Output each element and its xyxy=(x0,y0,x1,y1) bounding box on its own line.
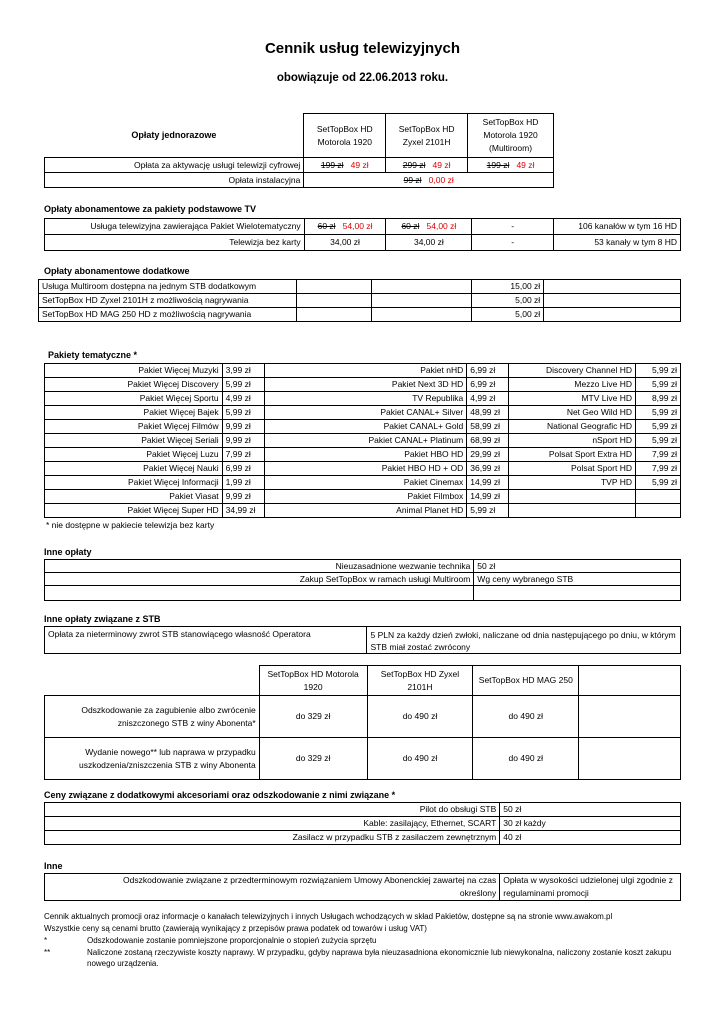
value-cell: 30 zł każdy xyxy=(500,817,681,831)
package-price: 7,99 zł xyxy=(636,462,681,476)
one-time-label: Opłaty jednorazowe xyxy=(131,129,217,140)
thematic-row xyxy=(45,504,681,518)
new-price: 54,00 zł xyxy=(426,221,457,231)
row-name: Odszkodowanie za zagubienie albo zwrócenie zniszczonego STB z winy Abonenta* xyxy=(45,696,260,738)
stb-damage-table xyxy=(44,665,681,780)
new-price: 49 zł xyxy=(432,159,451,170)
page-subtitle: obowiązuje od 22.06.2013 roku. xyxy=(276,72,449,84)
footnote-mark: ** xyxy=(44,948,51,957)
package-price: 14,99 zł xyxy=(467,476,509,490)
price-cell: do 490 zł xyxy=(473,696,579,738)
price-cell: 5,00 zł xyxy=(472,294,544,308)
section-title: Inne xyxy=(44,861,63,871)
basic-subscriptions-table xyxy=(44,218,681,251)
package-price: 5,99 zł xyxy=(636,364,681,378)
row-name: Nieuzasadnione wezwanie technika xyxy=(45,560,474,573)
value-cell: 50 zł xyxy=(500,803,681,817)
section-title: Inne opłaty xyxy=(44,547,92,557)
price-cell xyxy=(304,219,386,235)
page-title: Cennik usług telewizyjnych xyxy=(264,40,461,57)
package-name: Mezzo Live HD xyxy=(509,378,636,392)
row-name: Kable: zasilający, Ethernet, SCART xyxy=(45,817,500,831)
thematic-row xyxy=(45,490,681,504)
thematic-row xyxy=(45,462,681,476)
extra-subscriptions-table xyxy=(38,279,681,322)
section-title: Pakiety tematyczne * xyxy=(48,350,138,360)
package-name: Pakiet Więcej Luzu xyxy=(45,448,223,462)
package-name: Net Geo Wild HD xyxy=(509,406,636,420)
thematic-row xyxy=(45,476,681,490)
row-name: Opłata za aktywację usługi telewizji cyfrowej xyxy=(45,158,304,173)
row-name: Usługa Multiroom dostępna na jednym STB dodatkowym xyxy=(39,280,297,294)
package-name: Pakiet Więcej Nauki xyxy=(45,462,223,476)
col-header: SetTopBox HD Motorola 1920 xyxy=(259,666,367,696)
new-price: 49 zł xyxy=(350,159,369,170)
package-price: 5,99 zł xyxy=(636,378,681,392)
package-price: 36,99 zł xyxy=(467,462,509,476)
thematic-row xyxy=(45,448,681,462)
col-header: SetTopBox HD Motorola 1920 xyxy=(304,114,386,158)
package-price: 9,99 zł xyxy=(222,420,264,434)
channels-cell: 53 kanały w tym 8 HD xyxy=(554,235,681,251)
package-name: Animal Planet HD xyxy=(264,504,467,518)
package-name: Pakiet Więcej Seriali xyxy=(45,434,223,448)
section-title: Opłaty abonamentowe za pakiety podstawowe TV xyxy=(44,204,257,214)
old-price: 60 zł xyxy=(317,221,336,231)
package-price: 5,99 zł xyxy=(222,406,264,420)
old-price: 299 zł xyxy=(402,159,426,170)
package-price xyxy=(636,490,681,504)
row-name: SetTopBox HD Zyxel 2101H z możliwością nagrywania xyxy=(39,294,297,308)
package-name xyxy=(509,490,636,504)
package-price: 4,99 zł xyxy=(222,392,264,406)
package-price: 5,99 zł xyxy=(636,476,681,490)
package-name: Pakiet Więcej Informacji xyxy=(45,476,223,490)
price-cell: 15,00 zł xyxy=(472,280,544,294)
row-name: Zakup SetTopBox w ramach usługi Multiroom xyxy=(45,573,474,586)
col-header: SetTopBox HD Motorola 1920 (Multiroom) xyxy=(468,114,554,158)
package-price: 5,99 zł xyxy=(222,378,264,392)
package-price: 6,99 zł xyxy=(467,378,509,392)
thematic-row xyxy=(45,434,681,448)
package-price: 7,99 zł xyxy=(636,448,681,462)
package-price: 5,99 zł xyxy=(636,434,681,448)
row-name: Telewizja bez karty xyxy=(45,235,305,251)
old-price: 99 zł xyxy=(403,174,422,185)
package-name: TVP HD xyxy=(509,476,636,490)
package-name: Discovery Channel HD xyxy=(509,364,636,378)
package-name: Pakiet HBO HD + OD xyxy=(264,462,467,476)
price-cell: 5,00 zł xyxy=(472,308,544,322)
package-name: Pakiet CANAL+ Platinum xyxy=(264,434,467,448)
other-fees-table xyxy=(44,559,681,601)
package-name xyxy=(509,504,636,518)
package-price: 5,99 zł xyxy=(467,504,509,518)
package-name: Pakiet CANAL+ Silver xyxy=(264,406,467,420)
package-name: Pakiet Filmbox xyxy=(264,490,467,504)
row-name: Pilot do obsługi STB xyxy=(45,803,500,817)
row-name: Odszkodowanie związane z przedterminowym rozwiązaniem Umowy Abonenckiej zawartej na czas określony xyxy=(45,874,500,901)
new-price: 0,00 zł xyxy=(428,174,454,185)
package-price: 7,99 zł xyxy=(222,448,264,462)
price-cell: do 490 zł xyxy=(367,696,473,738)
row-name: Zasilacz w przypadku STB z zasilaczem zewnętrznym xyxy=(45,831,500,845)
row-name: Opłata instalacyjna xyxy=(45,173,304,188)
package-name: Pakiet nHD xyxy=(264,364,467,378)
section-title: Opłaty abonamentowe dodatkowe xyxy=(44,266,190,276)
footer-line: Cennik aktualnych promocji oraz informacje o kanałach telewizyjnych i innych Usługach wchodzących w skład Pakietów, dostępne są na stronie www.awakom.pl xyxy=(44,912,613,921)
accessories-table xyxy=(44,802,681,845)
price-cell xyxy=(386,219,472,235)
col-header: SetTopBox HD MAG 250 xyxy=(473,666,579,696)
section-title: Ceny związane z dodatkowymi akcesoriami oraz odszkodowanie z nimi związane * xyxy=(44,790,396,800)
package-name: TV Republika xyxy=(264,392,467,406)
thematic-note: * nie dostępne w pakiecie telewizja bez karty xyxy=(46,520,215,530)
value-cell: Wg ceny wybranego STB xyxy=(474,573,681,586)
package-name: Pakiet Więcej Filmów xyxy=(45,420,223,434)
package-price: 6,99 zł xyxy=(222,462,264,476)
package-price: 29,99 zł xyxy=(467,448,509,462)
package-price: 14,99 zł xyxy=(467,490,509,504)
package-name: Pakiet Next 3D HD xyxy=(264,378,467,392)
thematic-row xyxy=(45,378,681,392)
package-price: 4,99 zł xyxy=(467,392,509,406)
package-name: Pakiet Więcej Bajek xyxy=(45,406,223,420)
package-name: National Geografic HD xyxy=(509,420,636,434)
thematic-row xyxy=(45,406,681,420)
section-title: Inne opłaty związane z STB xyxy=(44,614,161,624)
price-cell: - xyxy=(472,219,554,235)
price-cell xyxy=(386,158,468,173)
price-cell: do 490 zł xyxy=(367,738,473,780)
price-cell xyxy=(304,158,386,173)
package-name: Polsat Sport Extra HD xyxy=(509,448,636,462)
package-price: 8,99 zł xyxy=(636,392,681,406)
thematic-row xyxy=(45,420,681,434)
one-time-fees-table xyxy=(44,113,554,188)
footer-line: Wszystkie ceny są cenami brutto (zawierają wynikający z przepisów prawa podatek od towarów i usług VAT) xyxy=(44,924,427,933)
new-price: 49 zł xyxy=(516,159,535,170)
footnote-text: Naliczone zostaną rzeczywiste koszty naprawy. W przypadku, gdyby naprawa była nieuzasadniona ekonomicznie lub niewykonalna, naliczony zostanie koszt zakupu nowego urządzenia. xyxy=(87,948,672,968)
thematic-row xyxy=(45,392,681,406)
package-price: 5,99 zł xyxy=(636,406,681,420)
package-name: Polsat Sport HD xyxy=(509,462,636,476)
package-price: 9,99 zł xyxy=(222,434,264,448)
price-cell: 34,00 zł xyxy=(304,235,386,251)
package-price: 5,99 zł xyxy=(636,420,681,434)
old-price: 199 zł xyxy=(320,159,344,170)
value-cell: Opłata w wysokości udzielonej ulgi zgodnie z regulaminami promocji xyxy=(500,874,681,901)
row-name: SetTopBox HD MAG 250 HD z możliwością nagrywania xyxy=(39,308,297,322)
price-cell xyxy=(468,158,554,173)
package-name: Pakiet CANAL+ Gold xyxy=(264,420,467,434)
package-name: Pakiet Więcej Super HD xyxy=(45,504,223,518)
package-name: nSport HD xyxy=(509,434,636,448)
package-price: 1,99 zł xyxy=(222,476,264,490)
footnote-mark: * xyxy=(44,936,48,945)
stb-late-return-table xyxy=(44,626,681,654)
price-cell: 34,00 zł xyxy=(386,235,472,251)
package-name: Pakiet Więcej Discovery xyxy=(45,378,223,392)
price-cell: do 329 zł xyxy=(259,738,367,780)
package-price: 58,99 zł xyxy=(467,420,509,434)
row-name: Wydanie nowego** lub naprawa w przypadku uszkodzenia/zniszczenia STB z winy Abonenta xyxy=(45,738,260,780)
misc-table xyxy=(44,873,681,901)
package-name: Pakiet Więcej Sportu xyxy=(45,392,223,406)
package-name: Pakiet Więcej Muzyki xyxy=(45,364,223,378)
package-name: Pakiet HBO HD xyxy=(264,448,467,462)
package-name: Pakiet Cinemax xyxy=(264,476,467,490)
old-price: 199 zł xyxy=(486,159,510,170)
col-header: SetTopBox HD Zyxel 2101H xyxy=(386,114,468,158)
package-name: Pakiet Viasat xyxy=(45,490,223,504)
row-name: Opłata za nieterminowy zwrot STB stanowiącego własność Operatora xyxy=(45,627,367,654)
price-cell: do 329 zł xyxy=(259,696,367,738)
price-cell: do 490 zł xyxy=(473,738,579,780)
col-header: SetTopBox HD Zyxel 2101H xyxy=(367,666,473,696)
package-name: MTV Live HD xyxy=(509,392,636,406)
package-price: 48,99 zł xyxy=(467,406,509,420)
footnote-text: Odszkodowanie zostanie pomniejszone proporcjonalnie o stopień zużycia sprzętu xyxy=(87,936,377,945)
old-price: 60 zł xyxy=(401,221,420,231)
package-price: 34,99 zł xyxy=(222,504,264,518)
channels-cell: 106 kanałów w tym 16 HD xyxy=(554,219,681,235)
new-price: 54,00 zł xyxy=(342,221,373,231)
package-price: 6,99 zł xyxy=(467,364,509,378)
package-price xyxy=(636,504,681,518)
price-cell xyxy=(304,173,554,188)
row-name xyxy=(45,586,474,601)
thematic-packages-table xyxy=(44,363,681,518)
value-cell: 50 zł xyxy=(474,560,681,573)
thematic-row xyxy=(45,364,681,378)
value-cell: 40 zł xyxy=(500,831,681,845)
row-name: Usługa telewizyjna zawierająca Pakiet Wielotematyczny xyxy=(45,219,305,235)
package-price: 9,99 zł xyxy=(222,490,264,504)
price-cell: - xyxy=(472,235,554,251)
package-price: 3,99 zł xyxy=(222,364,264,378)
value-cell: 5 PLN za każdy dzień zwłoki, naliczane od dnia następującego po dniu, w którym STB miał zostać zwrócony xyxy=(367,627,681,654)
package-price: 68,99 zł xyxy=(467,434,509,448)
value-cell xyxy=(474,586,681,601)
